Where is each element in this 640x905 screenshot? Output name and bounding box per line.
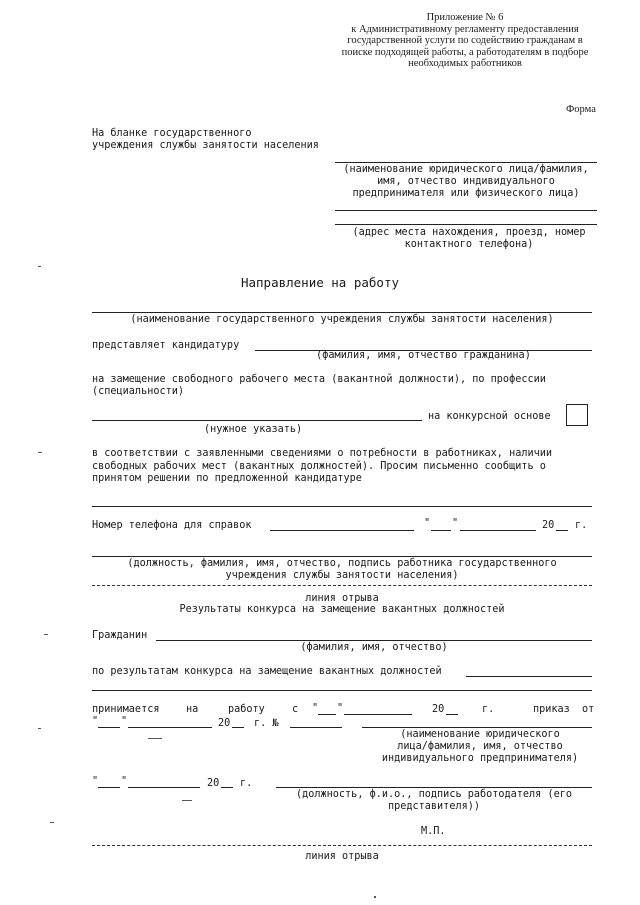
order-label: приказ [533,704,570,715]
appendix-line: необходимых работников [408,58,522,70]
start-date-day-field[interactable] [318,714,336,715]
hired-word: принимается [92,704,160,715]
results-position-field[interactable] [466,676,592,677]
by-results-label: по результатам конкурса на замещение вакантных должностей [92,666,442,677]
results-title: Результаты конкурса на замещение вакантных должностей [179,604,505,615]
sign-date-month-field[interactable] [128,787,200,788]
order-number-field[interactable] [290,727,342,728]
sign-date-year-suffix: г. [240,778,253,789]
date-quote-close: " [452,518,459,529]
phone-label: Номер телефона для справок [92,520,252,531]
date-year-suffix: г. [575,520,588,531]
scan-speck [38,728,41,729]
staff-signature-caption: (должность, фамилия, имя, отчество, подпись работника государственного учреждения службы занятости населения) [127,558,557,581]
order-date-year-prefix: 20 [218,718,231,729]
employer-caption: (наименование юридического лица/фамилия, имя, отчество индивидуального предпринимателя) [381,729,579,764]
results-citizen-field[interactable] [156,640,592,641]
letterhead-note [92,128,319,152]
cut-line [92,585,592,586]
citizen-caption: (фамилия, имя, отчество гражданина) [316,350,531,361]
date-quote-open: " [424,518,431,529]
appendix-line: поиске подходящей работы, а работодателям в подборе [341,46,589,58]
order-date-month-field[interactable] [128,727,212,728]
order-date-quote-open: " [92,716,99,727]
stamp-label: М.П. [421,826,446,837]
addressee-name-caption: (наименование юридического лица/фамилия, имя, отчество индивидуального предпринимателя или физического лица) [343,164,589,199]
start-date-quote-close: " [337,703,344,714]
document-title: Направление на работу [240,275,400,290]
sign-date-year-prefix: 20 [207,778,220,789]
competitive-basis-checkbox[interactable] [566,404,588,426]
sign-date-quote-open: " [92,776,99,787]
scan-speck [44,634,48,635]
from-label: от [582,704,595,715]
date-month-field[interactable] [460,530,536,531]
order-number-label: г. № [254,718,279,729]
paragraph-blank-line[interactable] [92,506,592,507]
specify-caption: (нужное указать) [204,424,303,435]
order-date-day-field[interactable] [98,727,120,728]
agency-caption: (наименование государственного учреждения службы занятости населения) [130,314,554,325]
request-paragraph: в соответствии с заявленными сведениями о потребности в работниках, наличии свободных рабочих мест (вакантных должностей). Просим письменно сообщить о принятом решении по предложенной кандидатуре [92,448,553,484]
addressee-name-field[interactable] [335,162,597,163]
order-date-quote-close: " [121,716,128,727]
scan-speck [148,738,162,739]
employer-signature-field[interactable] [276,787,592,788]
addressee-extra-field[interactable] [335,210,597,211]
cut-line-label: линия отрыва [305,593,379,604]
bottom-cut-line [92,845,592,846]
results-position-field-2[interactable] [92,690,592,691]
appendix-line: к Административному регламенту предоставления [351,23,579,35]
hired-word: с [292,704,299,715]
start-date-month-field[interactable] [344,714,412,715]
start-date-year-suffix: г. [482,704,495,715]
scan-speck [50,822,54,823]
order-date-year-field[interactable] [232,727,244,728]
staff-signature-field[interactable] [92,556,592,557]
start-date-year-prefix: 20 [432,704,445,715]
appendix-line: государственной услуги по содействию гражданам в [347,35,583,47]
start-date-quote-open: " [312,703,319,714]
employer-name-field[interactable] [362,727,592,728]
hired-word: на [186,704,199,715]
appendix-line: Приложение № 6 [426,12,504,23]
vacancy-text: на замещение свободного рабочего места (вакантной должности), по профессии (специальности) [92,374,546,397]
date-year-field[interactable] [556,530,568,531]
sign-date-year-field[interactable] [221,787,233,788]
scan-speck [374,896,376,898]
scan-speck [38,266,41,267]
addressee-address-caption: (адрес места нахождения, проезд, номер контактного телефона) [352,227,586,250]
results-citizen-caption: (фамилия, имя, отчество) [300,642,448,653]
employer-signature-caption: (должность, ф.и.о., подпись работодателя (его представителя)) [295,789,572,812]
appendix-header [330,12,600,70]
date-day-field[interactable] [431,530,451,531]
presents-label: представляет кандидатуру [92,340,240,351]
date-year-prefix: 20 [542,520,555,531]
hired-word: работу [228,704,265,715]
bottom-cut-line-label: линия отрыва [305,851,379,862]
letterhead-line: На бланке государственного [92,128,252,139]
phone-field[interactable] [270,530,414,531]
sign-date-day-field[interactable] [98,787,120,788]
scan-speck [38,452,42,453]
letterhead-line: учреждения службы занятости населения [92,140,319,151]
start-date-year-field[interactable] [446,714,458,715]
sign-date-quote-close: " [121,776,128,787]
agency-name-field[interactable] [92,312,592,313]
citizen-label: Гражданин [92,630,148,641]
form-label: Форма [566,104,596,115]
addressee-address-field[interactable] [335,224,597,225]
scan-speck [182,800,192,801]
competitive-basis-label: на конкурсной основе [428,411,551,422]
profession-field[interactable] [92,420,422,421]
